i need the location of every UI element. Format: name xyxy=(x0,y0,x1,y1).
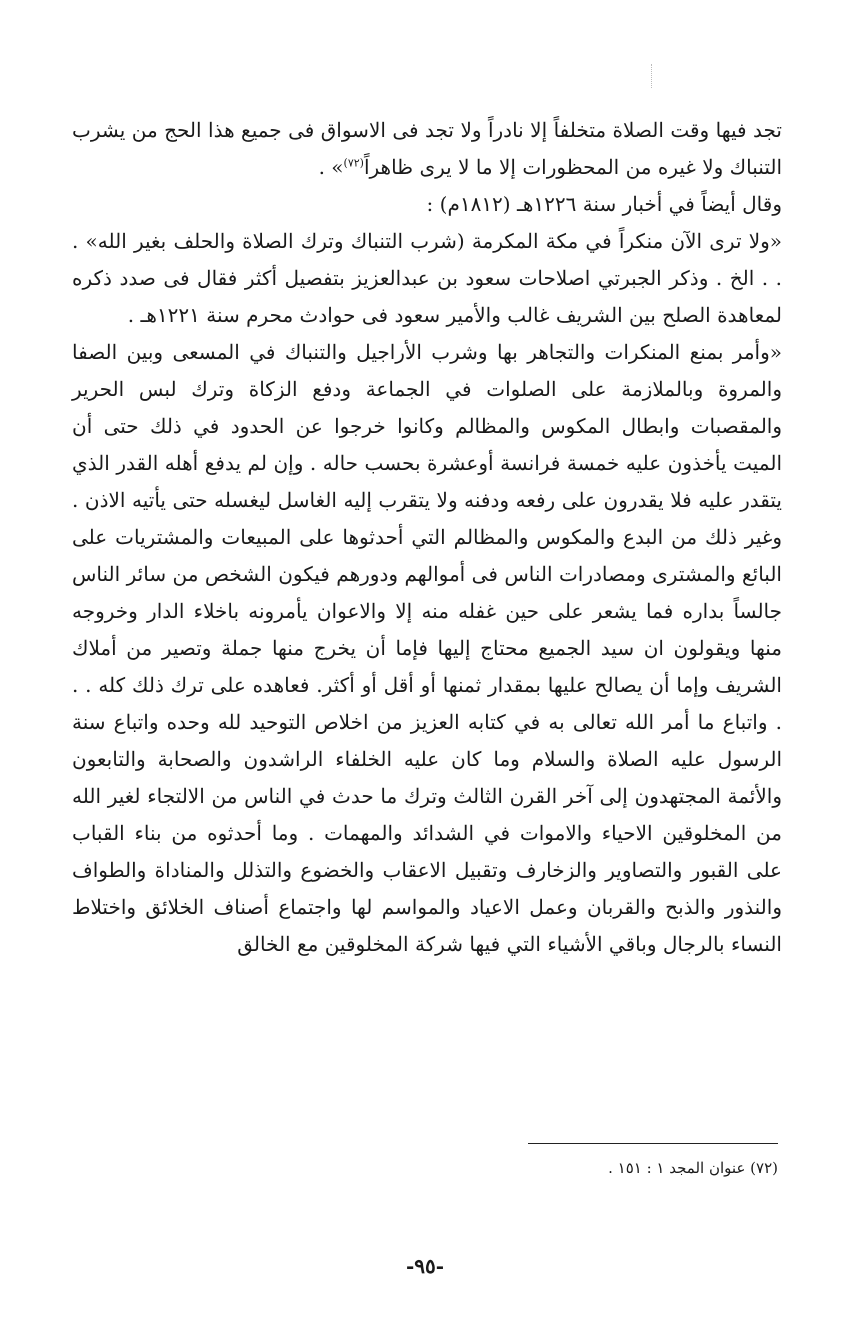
paragraph-text: تجد فيها وقت الصلاة متخلفاً إلا نادراً ولا تجد فى الاسواق فى جميع هذا الحج من يشرب التنباك ولا غيره من المحظورات إلا ما لا يرى ظاهراً xyxy=(72,118,782,179)
footnote: (٧٢) عنوان المجد ١ : ١٥١ . xyxy=(608,1159,778,1177)
paragraph-text: «وأمر بمنع المنكرات والتجاهر بها وشرب الأراجيل والتنباك في المسعى وبين الصفا والمروة وبالملازمة على الصلوات في الجماعة ودفع الزكاة وترك لبس الحرير والمقصبات وابطال المكوس والمظالم وكانوا خرجوا عن الحدود في ذلك حتى أن الميت يأخذون عليه خمسة فرانسة أوعشرة بحسب حاله . وإن لم يدفع أهله القدر الذي يتقدر عليه فلا يقدرون على رفعه ودفنه ولا يتقرب إليه الغاسل ليغسله حتى يأتيه الاذن . وغير ذلك من البدع والمكوس والمظالم التي أحدثوها على المبيعات والمشتريات على البائع والمشترى ومصادرات الناس فى أموالهم ودورهم فيكون الشخص من سائر الناس جالساً بداره فما يشعر على حين غفله منه إلا والاعوان يأمرونه باخلاء الدار وخروجه منها ويقولون ان سيد الجميع محتاج إليها فإما أن يخرج منها جملة وتصير من أملاك الشريف وإما أن يصالح عليها بمقدار ثمنها أو أقل أو أكثر. فعاهده على ترك ذلك كله . . . واتباع ما أمر الله تعالى به في كتابه العزيز من اخلاص التوحيد لله وحده واتباع سنة الرسول عليه الصلاة والسلام وما كان عليه الخلفاء الراشدون والصحابة والتابعون والأئمة المجتهدون إلى آخر القرن الثالث وترك ما حدث في الناس من الالتجاء لغير الله من المخلوقين الاحياء والاموات في الشدائد والمهمات . وما أحدثوه من بناء القباب على القبور والتصاوير والزخارف وتقبيل الاعقاب والخضوع والتذلل والمناداة والطواف والنذور والذبح والقربان وعمل الاعياد والمواسم لها واجتماع أصناف الخلائق واختلاط النساء بالرجال وباقي الأشياء التي فيها شركة المخلوقين مع الخالق xyxy=(72,340,782,956)
paragraph xyxy=(72,334,782,963)
main-text xyxy=(72,112,782,963)
paragraph xyxy=(72,112,782,186)
closing-quote: » . xyxy=(318,155,344,179)
paragraph xyxy=(72,223,782,334)
footnote-reference: (٧٢) xyxy=(343,156,364,170)
margin-mark xyxy=(651,64,653,88)
paragraph-text: وقال أيضاً في أخبار سنة ١٢٢٦هـ (١٨١٢م) : xyxy=(426,192,782,216)
paragraph-text: «ولا ترى الآن منكراً في مكة المكرمة (شرب التنباك وترك الصلاة والحلف بغير الله» . . . الخ . وذكر الجبرتي اصلاحات سعود بن عبدالعزيز بتفصيل أكثر فقال فى صدد ذكره لمعاهدة الصلح بين الشريف غالب والأمير سعود فى حوادث محرم سنة ١٢٢١هـ . xyxy=(72,229,783,327)
footnote-divider xyxy=(528,1143,778,1144)
paragraph xyxy=(72,186,782,223)
page-number: -٩٥- xyxy=(405,1254,445,1278)
